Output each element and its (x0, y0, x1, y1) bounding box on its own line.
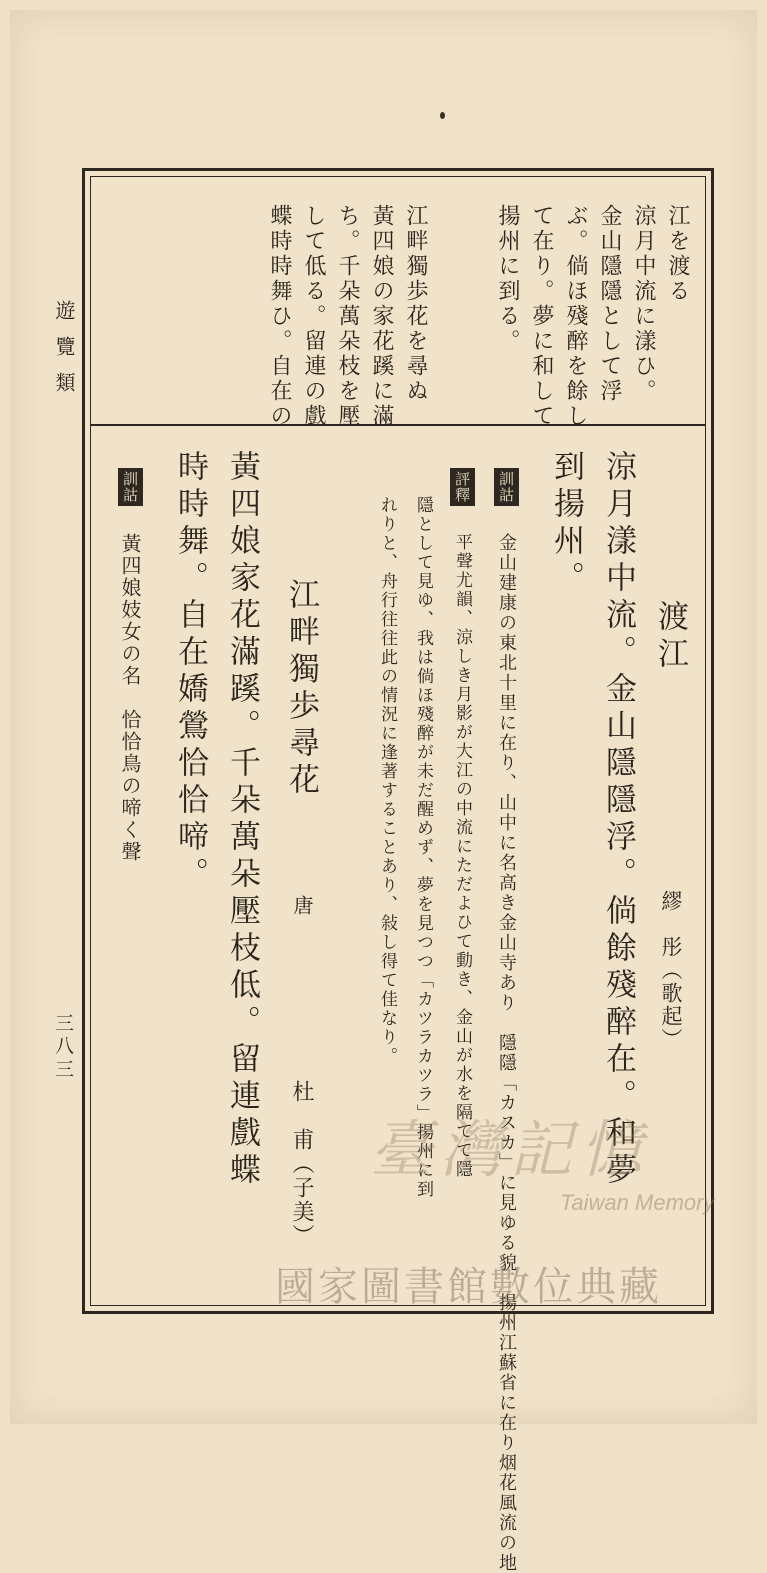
section-divider (90, 424, 706, 426)
kunko-text: 黃四娘妓女の名 恰恰鳥の啼く聲 (118, 533, 142, 863)
section-label: 遊覽類 (52, 300, 76, 408)
kunko-text: 金山建康の東北十里に在り、山中に名高き金山寺あり 隱隱「カスカ」に見ゆる貌 揚州江蘇省に在り烟花風流の地 (496, 533, 517, 1573)
poem2-line: 黃四娘家花滿蹊。千朵萬朵壓枝低。留連戲蝶 (224, 450, 260, 1190)
poem1-kunko (494, 468, 519, 1573)
translation-line: 黃四娘の家花蹊に滿 (369, 204, 394, 429)
translation-line: 江畔獨歩花を尋ぬ (403, 204, 428, 404)
ink-dot (440, 112, 445, 119)
poem1-title: 渡江 (652, 600, 688, 674)
kunko-label: 訓詁 (494, 468, 519, 506)
hyoshaku-text: 平聲尤韻、涼しき月影が大江の中流にただよひて動き、金山が水を隔てて隱 (452, 533, 472, 1179)
poem2-line: 時時舞。自在嬌鶯恰恰啼。 (172, 450, 208, 894)
poem1-line: 到揚州。 (548, 450, 584, 598)
hyoshaku-text: れりと、舟行往往此の情況に逢著することあり、敍し得て佳なり。 (377, 496, 397, 1066)
kunko-label: 訓詁 (118, 468, 143, 506)
translation-line: して低る。留連の戲 (301, 204, 326, 429)
poem2-dynasty: 唐 (290, 895, 314, 917)
translation-line: 揚州に到る。 (495, 204, 520, 354)
hyoshaku-text: 隱として見ゆ、我は倘ほ殘醉が未だ醒めず、夢を見つつ「カツラカツラ」揚州に到 (413, 496, 433, 1199)
translation-line: 江を渡る (665, 204, 690, 304)
translation-block (92, 182, 702, 429)
translation-line: 金山隱隱として浮 (597, 204, 622, 404)
watermark-script: 臺灣記憶 (370, 1113, 651, 1186)
poem2-author: 杜 甫（子美） (289, 1080, 314, 1248)
poem2-title: 江畔獨歩尋花 (283, 578, 319, 800)
translation-line: 涼月中流に漾ひ。 (631, 204, 656, 404)
watermark-english: Taiwan Memory (560, 1190, 715, 1215)
translation-line: ち。千朵萬朵枝を壓 (335, 204, 360, 429)
translation-line: 蝶時時舞ひ。自在の (267, 204, 292, 429)
poem1-line: 涼月漾中流。金山隱隱浮。倘餘殘醉在。和夢 (600, 450, 636, 1190)
translation-line: て在り。夢に和して (529, 204, 554, 429)
poem2-kunko (118, 468, 143, 863)
watermark-library: 國家圖書館數位典藏 (275, 1264, 662, 1310)
poem1-hyoshaku (450, 468, 475, 1179)
translation-line: ぶ。倘ほ殘醉を餘し (563, 204, 588, 429)
poem1-author: 繆 彤（歌起） (659, 890, 683, 1051)
page-number: 三八三 (52, 1013, 74, 1082)
hyoshaku-label: 評釋 (450, 468, 475, 506)
